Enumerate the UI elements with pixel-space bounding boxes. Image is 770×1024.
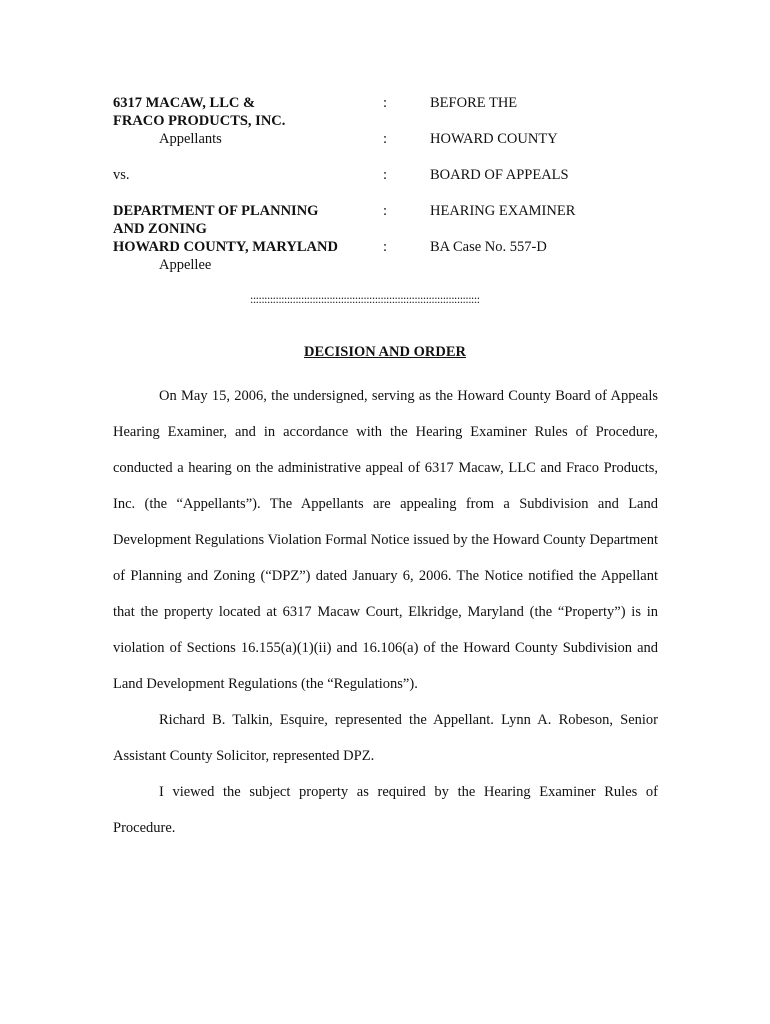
versus-label: vs.	[113, 167, 130, 183]
document-heading: DECISION AND ORDER	[304, 344, 466, 360]
tribunal-line1: BEFORE THE	[430, 95, 518, 111]
document-body	[113, 378, 658, 846]
caption-colon: :	[383, 203, 388, 219]
caption-colon: :	[383, 131, 388, 147]
body-paragraph: On May 15, 2006, the undersigned, serving as the Howard County Board of Appeals Hearing Examiner, and in accordance with the Hearing Examiner Rules of Procedure, conducted a hearing on the administrative appeal of 6317 Macaw, LLC and Fraco Products, Inc. (the “Appellants”). The Appellants are appealing from a Subdivision and Land Development Regulations Violation Formal Notice issued by the Howard County Department of Planning and Zoning (“DPZ”) dated January 6, 2006. The Notice notified the Appellant that the property located at 6317 Macaw Court, Elkridge, Maryland (the “Property”) is in violation of Sections 16.155(a)(1)(ii) and 16.106(a) of the Howard County Subdivision and Land Development Regulations (the “Regulations”).	[113, 388, 658, 692]
appellee-name-line3: HOWARD COUNTY, MARYLAND	[113, 239, 338, 255]
appellant-role: Appellants	[159, 131, 222, 147]
body-paragraph: I viewed the subject property as required by the Hearing Examiner Rules of Procedure.	[113, 784, 658, 836]
appellant-name-line2: FRACO PRODUCTS, INC.	[113, 113, 286, 129]
caption-colon: :	[383, 167, 388, 183]
appellant-name-line1: 6317 MACAW, LLC &	[113, 95, 256, 111]
caption-separator: :::::::::::::::::::::::::::::::::::::::::::::::::::::::::::::::::::::::::::::::::	[250, 292, 480, 306]
tribunal-line3: BOARD OF APPEALS	[430, 167, 569, 183]
appellee-name-line1: DEPARTMENT OF PLANNING	[113, 203, 319, 219]
body-paragraph: Richard B. Talkin, Esquire, represented the Appellant. Lynn A. Robeson, Senior Assistant County Solicitor, represented DPZ.	[113, 712, 658, 764]
caption-colon: :	[383, 95, 388, 111]
caption-colon: :	[383, 239, 388, 255]
appellee-role: Appellee	[159, 257, 212, 273]
tribunal-line4: HEARING EXAMINER	[430, 203, 576, 219]
case-number: BA Case No. 557-D	[430, 239, 547, 255]
tribunal-line2: HOWARD COUNTY	[430, 131, 558, 147]
appellee-name-line2: AND ZONING	[113, 221, 207, 237]
